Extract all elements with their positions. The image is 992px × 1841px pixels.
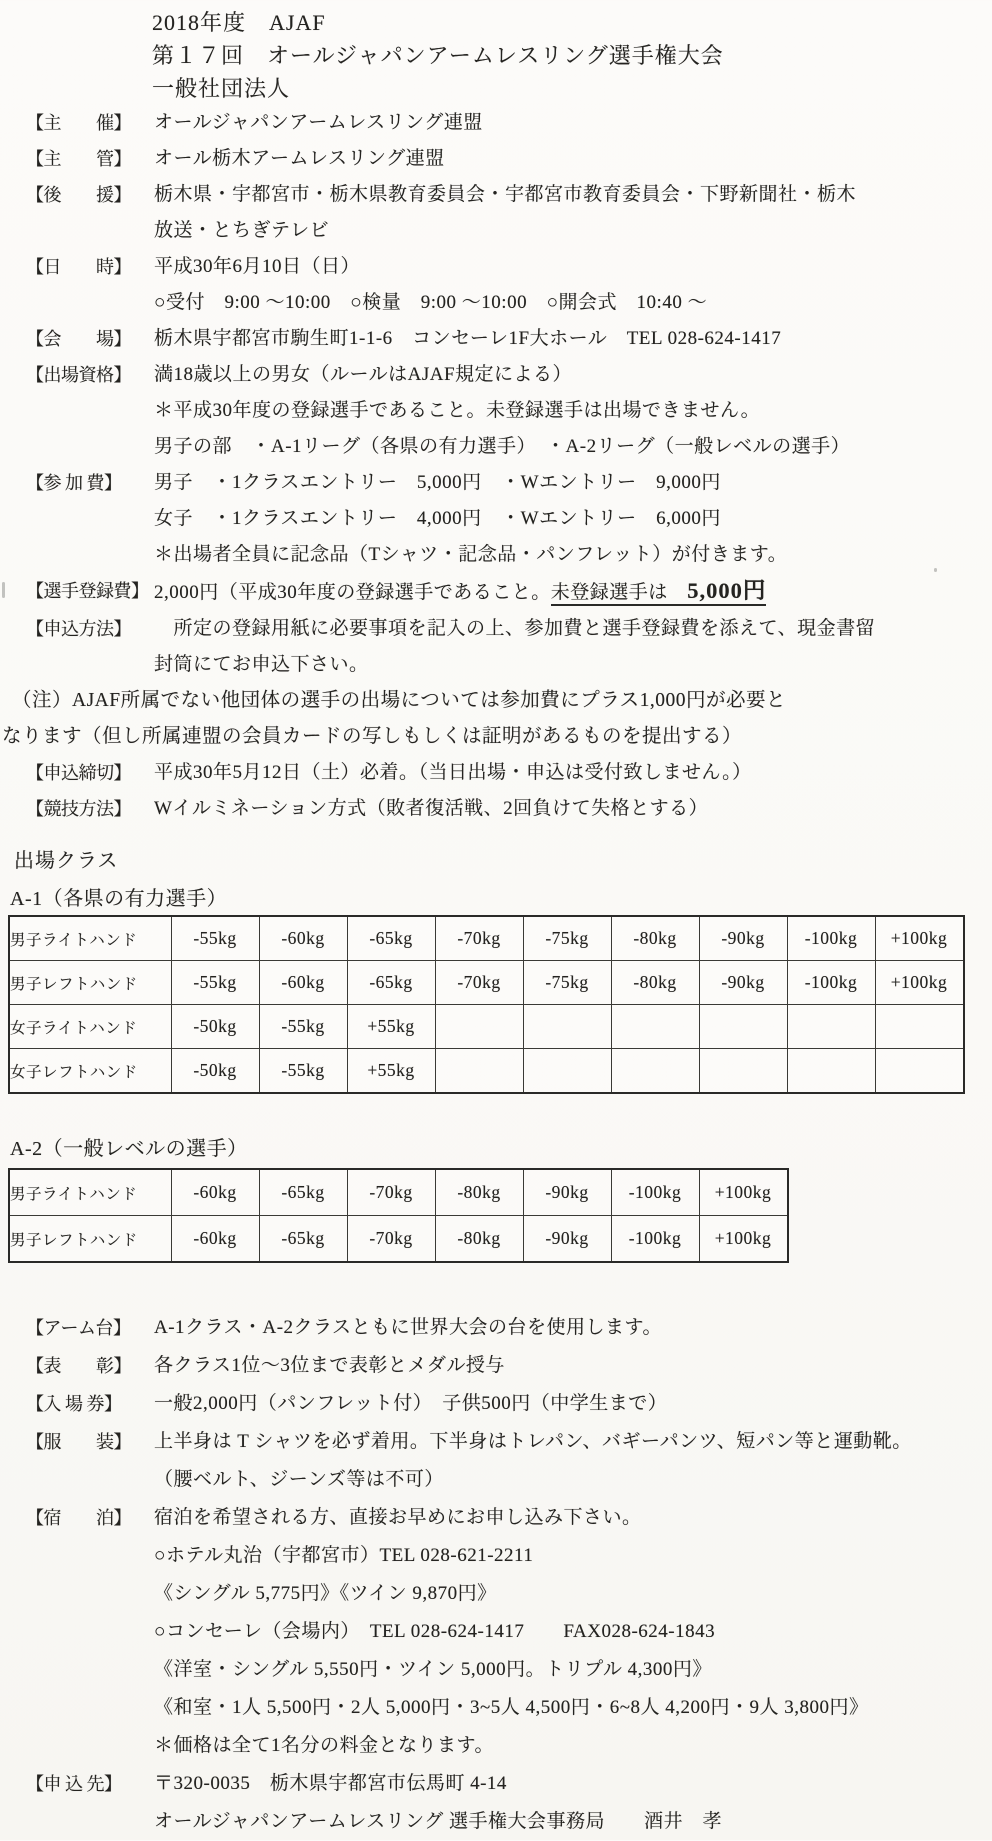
weight-class-cell: -90kg bbox=[523, 1169, 611, 1216]
field-row bbox=[0, 357, 992, 465]
text-line: ○コンセーレ（会場内） TEL 028-624-1417 FAX028-624-1843 bbox=[154, 1621, 716, 1642]
weight-class-cell: -55kg bbox=[259, 1049, 347, 1094]
weight-class-cell: +100kg bbox=[699, 1169, 788, 1216]
weight-class-cell: -70kg bbox=[435, 916, 523, 961]
weight-class-row bbox=[9, 1049, 964, 1094]
field-content bbox=[154, 357, 992, 465]
field-row bbox=[0, 141, 992, 177]
field-label: 【申込方法】 bbox=[26, 619, 131, 639]
weight-class-cell: -55kg bbox=[259, 1005, 347, 1049]
weight-class-cell: +100kg bbox=[699, 1216, 788, 1263]
field-content bbox=[154, 465, 992, 573]
field-content bbox=[154, 105, 992, 141]
text-line: 宿泊を希望される方、直接お早めにお申し込み下さい。 bbox=[154, 1507, 642, 1528]
text-line: 放送・とちぎテレビ bbox=[154, 220, 330, 241]
text-line: 栃木県・宇都宮市・栃木県教育委員会・宇都宮市教育委員会・下野新聞社・栃木 bbox=[154, 184, 857, 205]
field-label: 【選手登録費】 bbox=[26, 581, 149, 601]
underlined-text: 5,000円 bbox=[687, 578, 766, 606]
weight-class-cell: -100kg bbox=[787, 916, 875, 961]
hand-category-cell: 女子レフトハンド bbox=[9, 1049, 171, 1094]
text-line: 所定の登録用紙に必要事項を記入の上、参加費と選手登録費を添えて、現金書留 bbox=[154, 618, 876, 639]
text-line: 《洋室・シングル 5,550円・ツイン 5,000円。トリプル 4,300円》 bbox=[154, 1659, 712, 1680]
hand-category-cell: 女子ライトハンド bbox=[9, 1005, 171, 1049]
field-content bbox=[154, 1423, 992, 1499]
field-label: 【服 装】 bbox=[26, 1432, 131, 1452]
hand-category-cell: 男子レフトハンド bbox=[9, 1216, 171, 1263]
text-line: 満18歳以上の男女（ルールはAJAF規定による） bbox=[154, 364, 573, 385]
field-row bbox=[0, 611, 992, 683]
fiscal-year-title: 2018年度 AJAF bbox=[152, 10, 326, 35]
field-content bbox=[154, 1385, 992, 1423]
weight-class-cell: -60kg bbox=[259, 961, 347, 1005]
weight-class-cell: -80kg bbox=[435, 1216, 523, 1263]
weight-class-cell: -60kg bbox=[259, 916, 347, 961]
field-content bbox=[154, 1499, 992, 1765]
weight-class-cell: -55kg bbox=[171, 961, 259, 1005]
weight-class-cell: -70kg bbox=[435, 961, 523, 1005]
note-line: なります（但し所属連盟の会員カードの写しもしくは証明があるものを提出する） bbox=[2, 726, 743, 747]
weight-class-cell: -100kg bbox=[611, 1216, 699, 1263]
field-label: 【アーム台】 bbox=[26, 1318, 131, 1338]
hand-category-cell: 男子レフトハンド bbox=[9, 961, 171, 1005]
weight-class-cell bbox=[435, 1049, 523, 1094]
organization-type: 一般社団法人 bbox=[152, 76, 291, 101]
text-line: ＊平成30年度の登録選手であること。未登録選手は出場できません。 bbox=[154, 400, 761, 421]
field-row bbox=[0, 1423, 992, 1499]
field-label: 【後 援】 bbox=[26, 185, 131, 205]
weight-class-cell: -75kg bbox=[523, 961, 611, 1005]
weight-class-cell bbox=[699, 1005, 787, 1049]
weight-class-cell: +100kg bbox=[875, 916, 964, 961]
text-line: オール栃木アームレスリング連盟 bbox=[154, 148, 445, 169]
scan-artifact bbox=[2, 582, 5, 598]
note-line: （注）AJAF所属でない他団体の選手の出場については参加費にプラス1,000円が必要と bbox=[12, 690, 786, 711]
weight-class-row bbox=[9, 961, 964, 1005]
weight-class-cell: -80kg bbox=[435, 1169, 523, 1216]
weight-class-row bbox=[9, 1169, 788, 1216]
weight-class-cell: -60kg bbox=[171, 1169, 259, 1216]
text-line: 平成30年6月10日（日） bbox=[154, 256, 361, 277]
text-line: 《和室・1人 5,500円・2人 5,000円・3~5人 4,500円・6~8人 4,200円・9人 3,800円》 bbox=[154, 1697, 869, 1718]
field-label: 【主 管】 bbox=[26, 149, 131, 169]
text-line: 一般2,000円（パンフレット付） 子供500円（中学生まで） bbox=[154, 1393, 668, 1414]
field-content bbox=[154, 321, 992, 357]
field-row bbox=[0, 1765, 992, 1841]
field-content bbox=[154, 1309, 992, 1347]
weight-class-row bbox=[9, 1216, 788, 1263]
note-block bbox=[0, 683, 992, 755]
text-line: （腰ベルト、ジーンズ等は不可） bbox=[154, 1469, 444, 1490]
text-line: 上半身は T シャツを必ず着用。下半身はトレパン、バギーパンツ、短パン等と運動靴。 bbox=[154, 1431, 912, 1452]
weight-class-cell: -50kg bbox=[171, 1005, 259, 1049]
field-content bbox=[154, 141, 992, 177]
field-content bbox=[154, 1765, 992, 1841]
field-row bbox=[0, 1347, 992, 1385]
field-label: 【会 場】 bbox=[26, 329, 131, 349]
a2-weight-class-table bbox=[8, 1168, 789, 1263]
weight-class-cell: -70kg bbox=[347, 1169, 435, 1216]
hand-category-cell: 男子ライトハンド bbox=[9, 916, 171, 961]
tournament-title: 第１７回 オールジャパンアームレスリング選手権大会 bbox=[152, 43, 724, 68]
weight-class-cell: -80kg bbox=[611, 961, 699, 1005]
weight-class-cell: -100kg bbox=[787, 961, 875, 1005]
field-label: 【日 時】 bbox=[26, 257, 131, 277]
field-label: 【入 場 券】 bbox=[26, 1394, 122, 1414]
text-line: 〒320-0035 栃木県宇都宮市伝馬町 4-14 bbox=[154, 1773, 507, 1794]
field-label: 【参 加 費】 bbox=[26, 473, 122, 493]
field-label: 【主 催】 bbox=[26, 113, 131, 133]
field-label: 【競技方法】 bbox=[26, 799, 131, 819]
text-line: ○受付 9:00 ～10:00 ○検量 9:00 ～10:00 ○開会式 10:40 ～ bbox=[154, 292, 708, 313]
field-label: 【表 彰】 bbox=[26, 1356, 131, 1376]
weight-class-cell bbox=[611, 1049, 699, 1094]
weight-class-cell: -90kg bbox=[699, 916, 787, 961]
a2-class-title: A-2（一般レベルの選手） bbox=[10, 1138, 248, 1160]
field-content bbox=[154, 573, 992, 611]
weight-class-cell: +55kg bbox=[347, 1005, 435, 1049]
field-row bbox=[0, 321, 992, 357]
weight-class-cell bbox=[787, 1005, 875, 1049]
weight-class-cell bbox=[523, 1049, 611, 1094]
text-line: 《シングル 5,775円》《ツイン 9,870円》 bbox=[154, 1583, 497, 1604]
field-row bbox=[0, 1385, 992, 1423]
weight-class-cell bbox=[435, 1005, 523, 1049]
weight-class-cell bbox=[611, 1005, 699, 1049]
field-row bbox=[0, 755, 992, 791]
field-row bbox=[0, 249, 992, 321]
weight-class-cell: +55kg bbox=[347, 1049, 435, 1094]
field-row bbox=[0, 791, 992, 827]
entry-classes-heading: 出場クラス bbox=[14, 850, 119, 872]
field-row bbox=[0, 177, 992, 249]
field-row bbox=[0, 465, 992, 573]
text-line: 平成30年5月12日（土）必着。（当日出場・申込は受付致しません。） bbox=[154, 762, 752, 783]
field-content bbox=[154, 791, 992, 827]
field-row bbox=[0, 105, 992, 141]
text-line bbox=[154, 573, 992, 611]
field-content bbox=[154, 611, 992, 683]
scan-artifact bbox=[934, 568, 937, 572]
a1-class-title: A-1（各県の有力選手） bbox=[10, 888, 228, 910]
field-content bbox=[154, 177, 992, 249]
text-line: Wイルミネーション方式（敗者復活戦、2回負けて失格とする） bbox=[154, 798, 709, 819]
weight-class-cell: +100kg bbox=[875, 961, 964, 1005]
text-line: A-1クラス・A-2クラスともに世界大会の台を使用します。 bbox=[154, 1317, 662, 1338]
weight-class-cell: -80kg bbox=[611, 916, 699, 961]
text-line: ＊出場者全員に記念品（Tシャツ・記念品・パンフレット）が付きます。 bbox=[154, 544, 788, 565]
field-label: 【申込締切】 bbox=[26, 763, 131, 783]
weight-class-cell bbox=[787, 1049, 875, 1094]
field-label: 【申 込 先】 bbox=[26, 1774, 122, 1794]
document-header bbox=[152, 6, 992, 105]
weight-class-cell: -65kg bbox=[347, 916, 435, 961]
weight-class-row bbox=[9, 916, 964, 961]
text-line: オールジャパンアームレスリング 選手権大会事務局 酒井 孝 bbox=[154, 1811, 722, 1832]
field-row bbox=[0, 1499, 992, 1765]
info-fields-top bbox=[0, 105, 992, 683]
text-line: ＊価格は全て1名分の料金となります。 bbox=[154, 1735, 494, 1756]
text-line: 女子 ・1クラスエントリー 4,000円 ・Wエントリー 6,000円 bbox=[154, 508, 721, 529]
weight-class-cell: -90kg bbox=[523, 1216, 611, 1263]
weight-class-cell: -55kg bbox=[171, 916, 259, 961]
info-fields-deadline bbox=[0, 755, 992, 827]
text-segment: 2,000円（平成30年度の登録選手であること。 bbox=[154, 582, 551, 603]
weight-class-cell: -50kg bbox=[171, 1049, 259, 1094]
text-line: 封筒にてお申込下さい。 bbox=[154, 654, 369, 675]
weight-class-cell: -60kg bbox=[171, 1216, 259, 1263]
text-line: 男子の部 ・A-1リーグ（各県の有力選手） ・A-2リーグ（一般レベルの選手） bbox=[154, 436, 851, 457]
weight-class-cell: -65kg bbox=[347, 961, 435, 1005]
weight-class-cell bbox=[875, 1005, 964, 1049]
text-line: ○ホテル丸治（宇都宮市）TEL 028-621-2211 bbox=[154, 1545, 534, 1566]
underlined-text: 未登録選手は bbox=[551, 582, 688, 606]
hand-category-cell: 男子ライトハンド bbox=[9, 1169, 171, 1216]
field-content bbox=[154, 249, 992, 321]
field-content bbox=[154, 755, 992, 791]
field-row bbox=[0, 1309, 992, 1347]
text-line: オールジャパンアームレスリング連盟 bbox=[154, 112, 483, 133]
weight-class-row bbox=[9, 1005, 964, 1049]
weight-class-cell bbox=[523, 1005, 611, 1049]
field-content bbox=[154, 1347, 992, 1385]
weight-class-cell: -65kg bbox=[259, 1169, 347, 1216]
text-line: 栃木県宇都宮市駒生町1-1-6 コンセーレ1F大ホール TEL 028-624-1417 bbox=[154, 328, 782, 349]
weight-class-cell: -100kg bbox=[611, 1169, 699, 1216]
field-label: 【出場資格】 bbox=[26, 365, 131, 385]
text-line: 男子 ・1クラスエントリー 5,000円 ・Wエントリー 9,000円 bbox=[154, 472, 721, 493]
field-label: 【宿 泊】 bbox=[26, 1508, 131, 1528]
info-fields-bottom bbox=[0, 1309, 992, 1841]
weight-class-cell: -90kg bbox=[699, 961, 787, 1005]
weight-class-cell bbox=[875, 1049, 964, 1094]
weight-class-cell: -65kg bbox=[259, 1216, 347, 1263]
field-row bbox=[0, 573, 992, 611]
a1-weight-class-table bbox=[8, 915, 965, 1094]
weight-class-cell: -70kg bbox=[347, 1216, 435, 1263]
weight-class-cell bbox=[699, 1049, 787, 1094]
weight-class-cell: -75kg bbox=[523, 916, 611, 961]
text-line: 各クラス1位～3位まで表彰とメダル授与 bbox=[154, 1355, 505, 1376]
